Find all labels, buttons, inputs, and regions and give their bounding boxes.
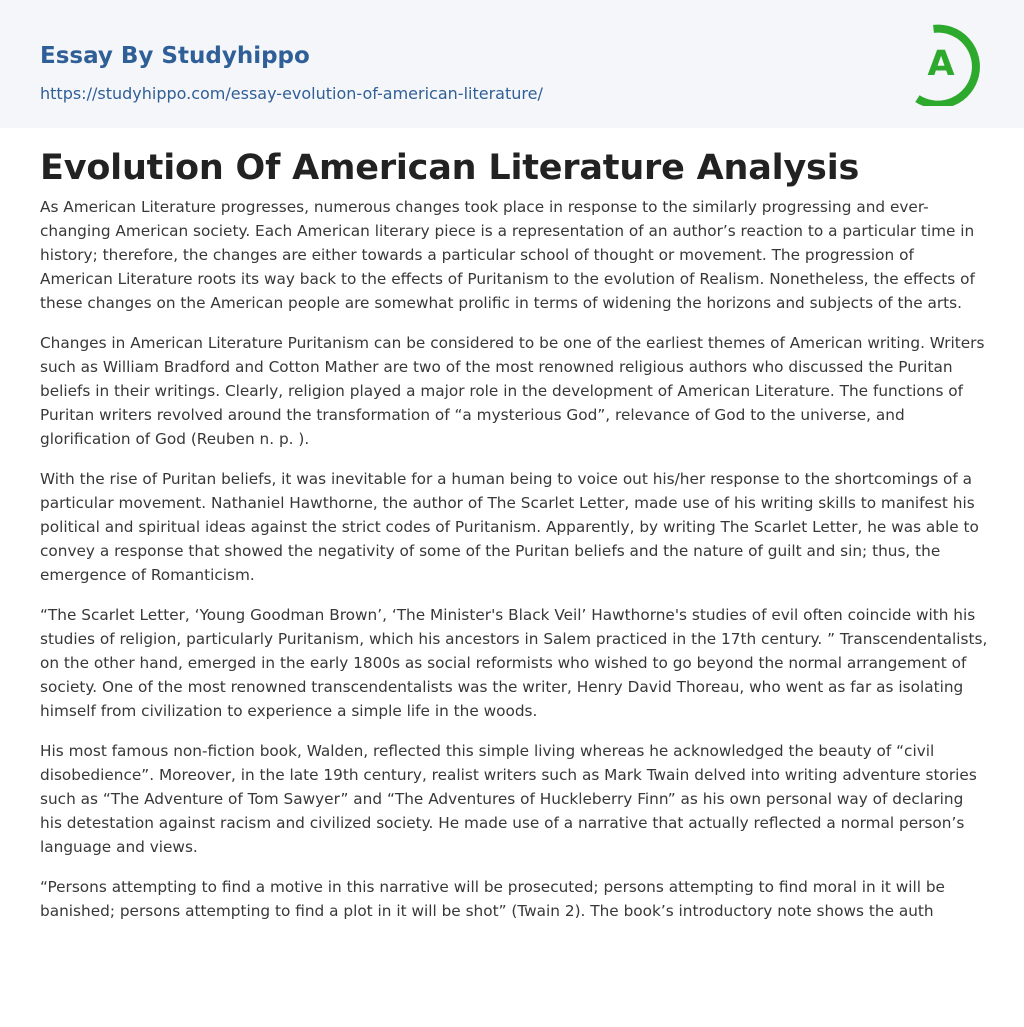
article-body xyxy=(40,195,988,939)
article-paragraph: As American Literature progresses, numerous changes took place in response to the similarly progressing and ever-changing American society. Each American literary piece is a representation of an author’s reaction to a particular time in history; therefore, the changes are either towards a particular school of thought or movement. The progression of American Literature roots its way back to the effects of Puritanism to the evolution of Realism. Nonetheless, the effects of these changes on the American people are somewhat prolific in terms of widening the horizons and subjects of the arts. xyxy=(40,198,975,312)
article-paragraph: “The Scarlet Letter, ‘Young Goodman Brown’, ‘The Minister's Black Veil’ Hawthorne's studies of evil often coincide with his studies of religion, particularly Puritanism, which his ancestors in Salem practiced in the 17th century. ” Transcendentalists, on the other hand, emerged in the early 1800s as social reformists who wished to go beyond the normal arrangement of society. One of the most renowned transcendentalists was the writer, Henry David Thoreau, who went as far as isolating himself from civilization to experience a simple life in the woods. xyxy=(40,606,988,720)
article-paragraph: His most famous non-fiction book, Walden, reflected this simple living whereas he acknowledged the beauty of “civil disobedience”. Moreover, in the late 19th century, realist writers such as Mark Twain delved into writing adventure stories such as “The Adventure of Tom Sawyer” and “The Adventures of Huckleberry Finn” as his own personal way of declaring his detestation against racism and civilized society. He made use of a narrative that actually reflected a normal person’s language and views. xyxy=(40,742,977,856)
site-name[interactable]: Essay By Studyhippo xyxy=(40,43,310,69)
article-paragraph: Changes in American Literature Puritanism can be considered to be one of the earliest themes of American writing. Writers such as William Bradford and Cotton Mather are two of the most renowned religious authors who discussed the Puritan beliefs in their writings. Clearly, religion played a major role in the development of American Literature. The functions of Puritan writers revolved around the transformation of “a mysterious God”, relevance of God to the universe, and glorification of God (Reuben n. p. ). xyxy=(40,334,985,448)
article-paragraph: “Persons attempting to find a motive in this narrative will be prosecuted; persons attempting to find moral in it will be banished; persons attempting to find a plot in it will be shot” (Twain 2). The book’s introductory note shows the auth xyxy=(40,878,945,920)
page-title: Evolution Of American Literature Analysis xyxy=(40,148,860,188)
studyhippo-logo-icon[interactable] xyxy=(912,18,988,106)
site-header xyxy=(0,0,1024,128)
page-url-link[interactable]: https://studyhippo.com/essay-evolution-of-american-literature/ xyxy=(40,84,543,103)
article-paragraph: With the rise of Puritan beliefs, it was inevitable for a human being to voice out his/her response to the shortcomings of a particular movement. Nathaniel Hawthorne, the author of The Scarlet Letter, made use of his writing skills to manifest his political and spiritual ideas against the strict codes of Puritanism. Apparently, by writing The Scarlet Letter, he was able to convey a response that showed the negativity of some of the Puritan beliefs and the nature of guilt and sin; thus, the emergence of Romanticism. xyxy=(40,470,979,584)
logo-letter: A xyxy=(927,44,955,84)
